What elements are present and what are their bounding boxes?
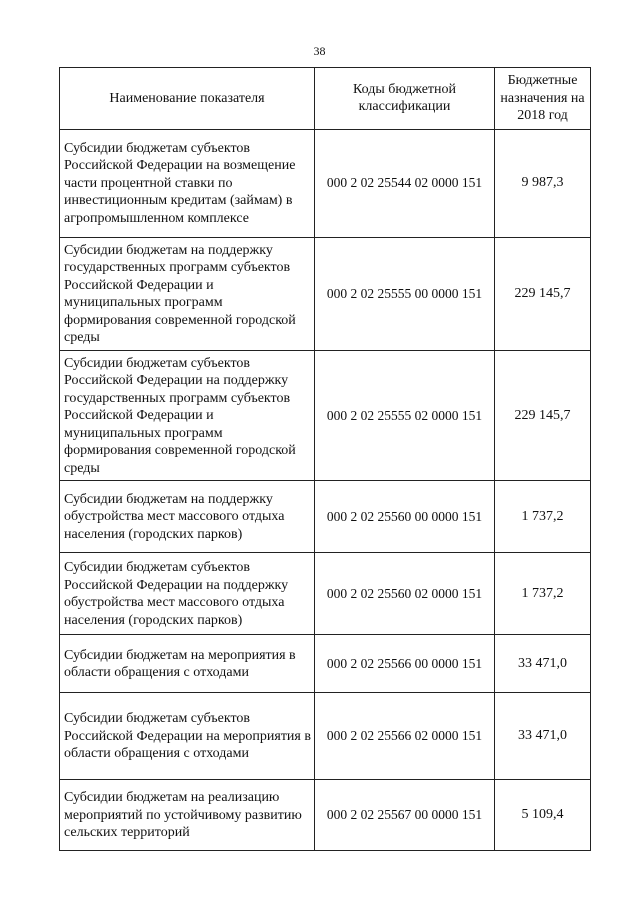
- table-row: [60, 237, 591, 350]
- table-row: [60, 780, 591, 851]
- header-name: Наименование показателя: [60, 68, 315, 130]
- table-header-row: [60, 68, 591, 130]
- header-amount: Бюджетные назначения на 2018 год: [495, 68, 591, 130]
- row-code: 000 2 02 25560 02 0000 151: [315, 553, 495, 635]
- header-code: Коды бюджетной классификации: [315, 68, 495, 130]
- row-amount: 9 987,3: [495, 129, 591, 237]
- table-row: [60, 481, 591, 553]
- row-code: 000 2 02 25566 02 0000 151: [315, 693, 495, 780]
- row-amount: 229 145,7: [495, 237, 591, 350]
- row-name: Субсидии бюджетам на реализацию мероприятий по устойчивому развитию сельских территорий: [60, 780, 315, 851]
- table-row: [60, 635, 591, 693]
- row-code: 000 2 02 25555 00 0000 151: [315, 237, 495, 350]
- budget-table: [59, 67, 591, 851]
- row-amount: 33 471,0: [495, 693, 591, 780]
- table-row: [60, 350, 591, 481]
- row-amount: 1 737,2: [495, 553, 591, 635]
- table-row: [60, 129, 591, 237]
- row-amount: 1 737,2: [495, 481, 591, 553]
- row-amount: 229 145,7: [495, 350, 591, 481]
- row-code: 000 2 02 25560 00 0000 151: [315, 481, 495, 553]
- page-number: 38: [313, 44, 326, 58]
- row-amount: 5 109,4: [495, 780, 591, 851]
- table-row: [60, 693, 591, 780]
- row-name: Субсидии бюджетам субъектов Российской Федерации на мероприятия в области обращения с отходами: [60, 693, 315, 780]
- row-code: 000 2 02 25555 02 0000 151: [315, 350, 495, 481]
- row-name: Субсидии бюджетам субъектов Российской Федерации на возмещение части процентной ставки по инвестиционным кредитам (займам) в агропромышленном комплексе: [60, 129, 315, 237]
- row-code: 000 2 02 25566 00 0000 151: [315, 635, 495, 693]
- table-row: [60, 553, 591, 635]
- row-name: Субсидии бюджетам на мероприятия в области обращения с отходами: [60, 635, 315, 693]
- row-amount: 33 471,0: [495, 635, 591, 693]
- row-name: Субсидии бюджетам на поддержку государственных программ субъектов Российской Федерации и муниципальных программ формирования современной городской среды: [60, 237, 315, 350]
- row-name: Субсидии бюджетам на поддержку обустройства мест массового отдыха населения (городских парков): [60, 481, 315, 553]
- row-code: 000 2 02 25544 02 0000 151: [315, 129, 495, 237]
- row-name: Субсидии бюджетам субъектов Российской Федерации на поддержку государственных программ субъектов Российской Федерации и муниципальных программ формирования современной городской среды: [60, 350, 315, 481]
- row-name: Субсидии бюджетам субъектов Российской Федерации на поддержку обустройства мест массового отдыха населения (городских парков): [60, 553, 315, 635]
- row-code: 000 2 02 25567 00 0000 151: [315, 780, 495, 851]
